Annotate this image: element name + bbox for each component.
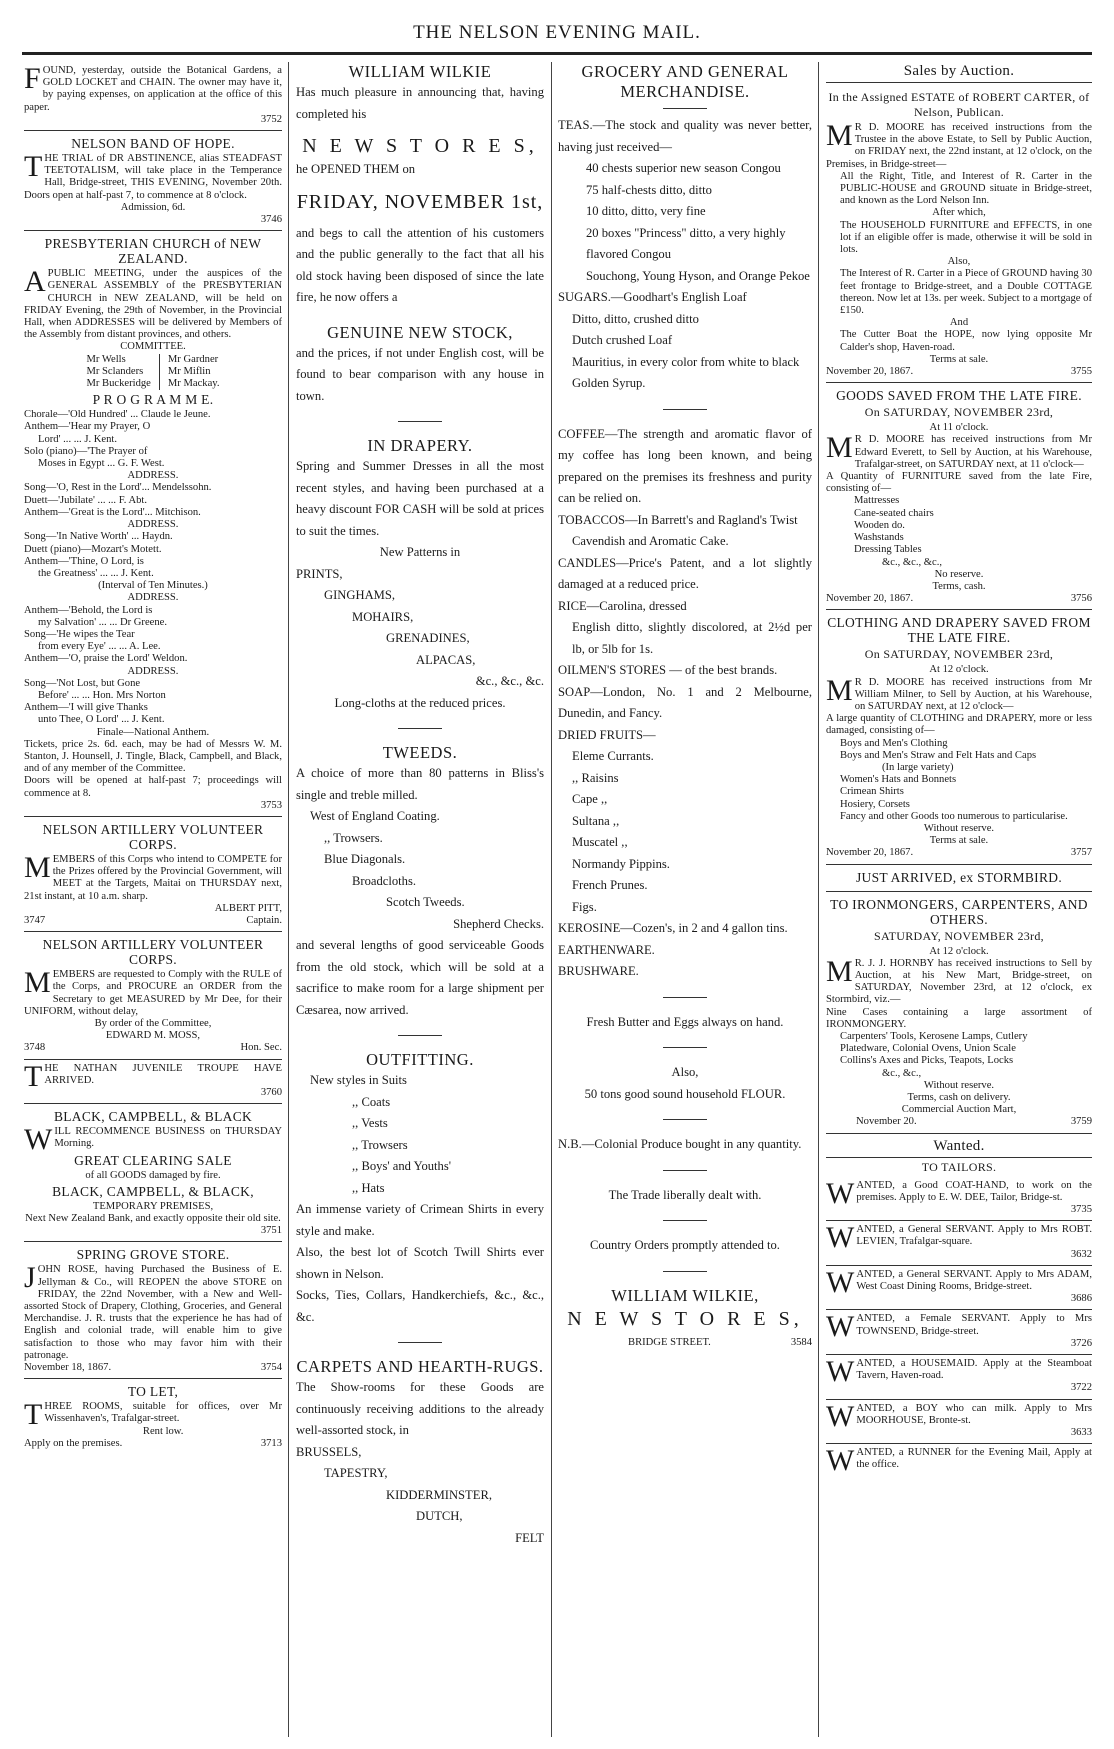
ad-text: Socks, Ties, Collars, Handkerchiefs, &c., &c., &c. (296, 1288, 544, 1324)
ad-number: 3748 (24, 1042, 46, 1054)
ad-text: WANTED, a RUNNER for the Evening Mail, Apply at the office. (826, 1444, 1092, 1478)
premises-address: Next New Zealand Bank, and exactly opposite their old site. (25, 1213, 281, 1225)
ad-text: JOHN ROSE, having Purchased the Business of E. Jellyman & Co., will REOPEN the above STORE on FRIDAY, the 22nd November, with a New and Well-assorted Stock of Drapery, Clothing, Groceries, and General Merchandise. J. R. trusts that the experience he has had of English and colonial trade, will enable him to give satisfaction to those who may favor him with their patronage. (24, 1261, 282, 1361)
tweed-item: Shepherd Checks. (453, 916, 544, 931)
ad-number: 3584 (790, 1336, 812, 1348)
ad-text: THREE ROOMS, suitable for offices, over Mr Wissenhaven's, Trafalgar-street. (24, 1398, 282, 1432)
ad-goods-saved (826, 383, 1092, 610)
programme-item: unto Thee, O Lord' ... J. Kent. (38, 714, 165, 726)
ad-text: DRIED FRUITS— (558, 727, 656, 742)
ad-heading: TO IRONMONGERS, CARPENTERS, AND OTHERS. (830, 896, 1088, 927)
masthead: THE NELSON EVENING MAIL. (413, 22, 701, 43)
programme-item: Duett—'Jubilate' ... ... F. Abt. (24, 494, 148, 506)
ad-artillery-uniform (24, 932, 282, 1059)
ad-number: 3686 (1070, 1293, 1092, 1305)
auction-item: Crimean Shirts (840, 786, 904, 798)
auction-item: Carpenters' Tools, Kerosene Lamps, Cutlery (840, 1030, 1028, 1042)
section-header-auction: Sales by Auction. (826, 64, 1092, 83)
column-2 (296, 62, 544, 1737)
ad-text: he OPENED THEM on (296, 162, 416, 176)
ad-text: TEAS.—The stock and quality was never better, having just received— (558, 118, 812, 154)
ad-text: N.B.—Colonial Produce bought in any quantity. (558, 1137, 802, 1151)
ad-text: Country Orders promptly attended to. (590, 1238, 780, 1252)
ad-heading: GROCERY AND GENERAL MERCHANDISE. (581, 62, 789, 101)
dried-item: Normandy Pippins. (572, 856, 670, 871)
auction-item: Platedware, Colonial Ovens, Union Scale (840, 1043, 1016, 1055)
ad-heading: NELSON ARTILLERY VOLUNTEER CORPS. (42, 821, 264, 852)
ad-juvenile-troupe (24, 1060, 282, 1105)
ad-spring-grove (24, 1242, 282, 1379)
sale-heading: GREAT CLEARING SALE (74, 1152, 232, 1168)
dried-item: Figs. (572, 899, 597, 914)
auction-item: All the Right, Title, and Interest of R. Carter in the PUBLIC-HOUSE and GROUND situate in Bridge-street, and known as the Lord Nelson Inn. (840, 170, 1092, 207)
ad-number: 3755 (1070, 366, 1092, 378)
auction-item: The HOUSEHOLD FURNITURE and EFFECTS, in one lot if an eligible offer is made, otherwise it will be sold in lots. (840, 219, 1092, 256)
outfit-item: ,, Hats (352, 1180, 385, 1195)
programme-item: the Greatness' ... ... J. Kent. (38, 567, 154, 579)
tea-item: 20 boxes "Princess" ditto, a very highly flavored Congou (586, 225, 786, 261)
carpet-item: KIDDERMINSTER, (386, 1487, 492, 1502)
divider (663, 409, 707, 410)
ad-text: MR D. MOORE has received instructions from Mr Edward Everett, to Sell by Auction, at his Warehouse, Trafalgar-street, on SATURDAY next, at 11 o'clock— (826, 431, 1092, 470)
ad-text: 50 tons good sound household FLOUR. (584, 1086, 786, 1101)
ad-number: 3752 (260, 113, 282, 125)
ad-heading: GOODS SAVED FROM THE LATE FIRE. (836, 388, 1082, 404)
programme-item: Anthem—'I will give Thanks (24, 702, 148, 714)
auction-item: The Interest of R. Carter in a Piece of GROUND having 30 feet frontage to Bridge-street, and a Double COTTAGE thereon. Now let at 13s. per week. Subject to a mortgage of £150. (840, 268, 1092, 317)
ad-time: At 11 o'clock. (929, 422, 989, 434)
programme-item: Before' ... ... Hon. Mrs Norton (38, 689, 166, 701)
ad-text: COFFEE—The strength and aromatic flavor of my coffee has long been known, and being prepared on the premises its freshness and purity can be relied on. (558, 426, 812, 505)
interval-note: (Interval of Ten Minutes.) (98, 580, 208, 592)
carpet-item: TAPESTRY, (324, 1466, 388, 1480)
divider (398, 1342, 442, 1343)
date-heading: FRIDAY, NOVEMBER 1st, (296, 190, 544, 213)
divider (398, 1035, 442, 1036)
ad-connector: After which, (932, 207, 986, 219)
ad-heading: NELSON ARTILLERY VOLUNTEER CORPS. (42, 937, 264, 968)
ad-text: THE NATHAN JUVENILE TROUPE HAVE ARRIVED. (24, 1059, 282, 1093)
committee-label: COMMITTEE. (120, 341, 186, 353)
ad-number: 3726 (1070, 1337, 1092, 1349)
programme-item: my Salvation' ... ... Dr Greene. (38, 616, 168, 628)
committee-member: Mr Buckeridge (86, 378, 151, 390)
programme-item: Duett (piano)—Mozart's Motett. (24, 543, 162, 555)
ad-text: WANTED, a General SERVANT. Apply to Mrs ADAM, West Coast Dining Rooms, Bridge-street. (826, 1265, 1092, 1299)
ad-role: Hon. Sec. (240, 1042, 282, 1054)
ad-text: APUBLIC MEETING, under the auspices of the GENERAL ASSEMBLY of the PRESBYTERIAN CHURCH in NEW ZEALAND, will be held on FRIDAY Evening, the 29th of November, in the Provincial Hall, when ADDRESSES will be delivered by Members of the Assembly from distant provinces, and others. (24, 265, 282, 341)
ad-heading: PRESBYTERIAN CHURCH of NEW ZEALAND. (44, 236, 262, 267)
auction-item: Boys and Men's Clothing (840, 737, 948, 749)
committee-list (24, 354, 282, 391)
ad-heading: WILLIAM WILKIE (348, 62, 492, 81)
ad-text: Fresh Butter and Eggs always on hand. (586, 1014, 784, 1029)
ad-text: and the prices, if not under English cost, will be found to bear comparison with any house in town. (296, 345, 544, 403)
tweed-item: Blue Diagonals. (324, 852, 406, 866)
committee-member: Mr Mackay. (167, 378, 220, 390)
ad-date: November 20, 1867. (826, 366, 914, 378)
ad-terms: Terms, cash on delivery. (907, 1092, 1011, 1103)
ad-number: 3759 (1070, 1116, 1092, 1128)
ad-number: 3751 (260, 1225, 282, 1237)
programme-item: Anthem—'O, praise the Lord' Weldon. (24, 653, 188, 665)
ad-number: 3753 (260, 799, 282, 811)
ad-band-of-hope (24, 131, 282, 231)
committee-member: Mr Wells (86, 353, 126, 365)
ad-text: MR D. MOORE has received instructions from Mr William Milner, to Sell by Auction, at his Warehouse, on SATURDAY next, at 12 o'clock— (826, 673, 1092, 712)
carpet-item: FELT (515, 1530, 544, 1545)
ad-admission: Admission, 6d. (120, 201, 186, 213)
ad-wanted (826, 1221, 1092, 1266)
ad-wanted (826, 1444, 1092, 1478)
divider (398, 421, 442, 422)
programme-item: Song—'O, Rest in the Lord'... Mendelssohn. (24, 482, 212, 494)
programme-item: Lord' ... ... J. Kent. (38, 433, 117, 445)
programme-item: Solo (piano)—'The Prayer of (24, 445, 148, 457)
ad-number: 3756 (1070, 593, 1092, 605)
dried-item: Cape ,, (572, 792, 608, 806)
ad-signature: N E W S T O R E S, (567, 1307, 803, 1330)
ad-role: Captain. (246, 914, 282, 926)
committee-member: Mr Gardner (167, 353, 219, 365)
ad-text: and begs to call the attention of his customers and the public generally to the fact that all his old stock having been disposed of since the late fire, he now offers a (296, 225, 544, 304)
ad-number: 3633 (1070, 1427, 1092, 1439)
column-rule (288, 62, 289, 1737)
ad-when: SATURDAY, NOVEMBER 23rd, (874, 928, 1044, 943)
auction-item: Women's Hats and Bonnets (840, 774, 957, 786)
ad-text: New Patterns in (379, 545, 461, 559)
ad-text: An immense variety of Crimean Shirts in every style and make. (296, 1202, 544, 1238)
ad-text: and several lengths of good serviceable Goods from the old stock, which will be sold at a sacrifice to make room for a large shipment per Cæsarea, now arrived. (296, 938, 544, 1017)
divider (663, 1119, 707, 1120)
drapery-heading: IN DRAPERY. (367, 436, 473, 455)
ad-time: At 12 o'clock. (929, 945, 989, 957)
tea-item: Souchong, Young Hyson, and Orange Pekoe (586, 268, 810, 283)
programme-item: Song—'Not Lost, but Gone (24, 677, 141, 689)
ad-reserve: Without reserve. (923, 822, 995, 834)
ad-text: Also, (671, 1065, 699, 1079)
ad-reserve: No reserve. (934, 568, 984, 580)
ad-number: 3747 (24, 914, 46, 926)
doors-note: Doors will be opened at half-past 7; proceedings will commence at 8. (24, 775, 282, 799)
carpet-item: DUTCH, (416, 1509, 463, 1523)
ad-carter-estate (826, 85, 1092, 383)
outfit-item: ,, Boys' and Youths' (352, 1159, 452, 1173)
carpet-item: BRUSSELS, (296, 1444, 362, 1459)
drapery-item: GRENADINES, (386, 631, 470, 645)
programme-item: Anthem—'Great is the Lord'... Mitchison. (24, 506, 201, 518)
ad-heading: CLOTHING AND DRAPERY SAVED FROM THE LATE FIRE. (827, 615, 1091, 646)
divider (663, 108, 707, 109)
column-3 (558, 62, 812, 1737)
programme-item: Anthem—'Hear my Prayer, O (24, 421, 151, 433)
ad-date: November 18, 1867. (24, 1362, 112, 1374)
ad-text: TOBACCOS—In Barrett's and Ragland's Twist (558, 512, 798, 527)
drapery-item: &c., &c., &c. (475, 674, 544, 688)
column-1 (24, 62, 282, 1737)
ad-when: On SATURDAY, NOVEMBER 23rd, (864, 405, 1054, 420)
programme-item: Anthem—'Thine, O Lord, is (24, 555, 144, 567)
ad-order: By order of the Committee, (94, 1018, 212, 1029)
ad-text: MEMBERS of this Corps who intend to COMPETE for the Prizes offered by the Provincial Government, will MEET at the Targets, Maitai on THURSDAY next, 21st instant, at 10 a.m. sharp. (24, 850, 282, 902)
ad-terms: Terms at sale. (929, 353, 989, 365)
ad-text: A Quantity of FURNITURE saved from the late Fire, consisting of— (826, 471, 1092, 495)
drapery-item: GINGHAMS, (324, 588, 396, 602)
ad-number: 3632 (1070, 1248, 1092, 1260)
ad-connector: Also, (947, 256, 971, 268)
auction-item: Cane-seated chairs (854, 507, 934, 519)
ad-signer: EDWARD M. MOSS, (105, 1030, 201, 1042)
outfitting-heading: OUTFITTING. (366, 1050, 474, 1069)
ad-signature: WILLIAM WILKIE, (611, 1285, 759, 1305)
ad-wanted (826, 1310, 1092, 1355)
ad-number: 3735 (1070, 1204, 1092, 1216)
ad-number: 3757 (1070, 847, 1092, 859)
tea-item: 40 chests superior new season Congou (586, 161, 781, 175)
programme-item: Song—'In Native Worth' ... Haydn. (24, 531, 173, 543)
column-rule (818, 62, 819, 1737)
committee-member: Mr Sclanders (86, 365, 144, 377)
ad-wanted (826, 1355, 1092, 1400)
ad-number: 3760 (260, 1087, 282, 1099)
auction-item: Wooden do. (854, 519, 905, 531)
ad-heading: BLACK, CAMPBELL, & BLACK, (52, 1183, 254, 1199)
masthead-rule (22, 52, 1092, 55)
ad-number: 3713 (260, 1437, 282, 1449)
ad-text: Long-cloths at the reduced prices. (334, 695, 506, 710)
ad-text: New styles in Suits (310, 1073, 407, 1087)
ad-heading: NELSON BAND OF HOPE. (71, 136, 235, 152)
auction-item: Collins's Axes and Picks, Teapots, Locks (840, 1055, 1014, 1067)
ad-presbyterian-church (24, 231, 282, 817)
ad-text: The Show-rooms for these Goods are continuously receiving additions to the already well-assorted stock, in (296, 1380, 544, 1437)
ad-to-let (24, 1379, 282, 1454)
column-rule (551, 62, 552, 1737)
ad-terms: Terms at sale. (929, 835, 989, 847)
ad-text: WANTED, a HOUSEMAID. Apply at the Steamboat Tavern, Haven-road. (826, 1355, 1092, 1389)
programme-item: Song—'He wipes the Tear (24, 628, 135, 640)
outfit-item: ,, Coats (352, 1094, 391, 1109)
ad-heading: In the Assigned ESTATE of ROBERT CARTER, of Nelson, Publican. (828, 90, 1090, 119)
ad-text: KEROSINE—Cozen's, in 2 and 4 gallon tins. (558, 921, 788, 935)
ad-heading: TO LET, (127, 1384, 179, 1400)
ad-mart: Commercial Auction Mart, (901, 1104, 1017, 1116)
programme-heading: P R O G R A M M E. (92, 392, 214, 408)
ad-text: SUGARS.—Goodhart's English Loaf (558, 290, 747, 304)
outfit-item: ,, Trowsers (352, 1137, 408, 1152)
column-4 (826, 62, 1092, 1737)
ad-terms: Terms, cash. (932, 580, 986, 592)
ad-date: November 20, 1867. (826, 593, 914, 605)
ad-text: MR. J. J. HORNBY has received instructions to Sell by Auction, at his New Mart, Bridge-street, on SATURDAY, November 23rd, at 12 o'clock, ex Stormbird, viz.— (826, 954, 1092, 1006)
dried-item: Eleme Currants. (572, 749, 654, 763)
genuine-stock-heading: GENUINE NEW STOCK, (327, 322, 513, 342)
ad-text: EARTHENWARE. (558, 942, 655, 957)
section-header-wanted: Wanted. (826, 1136, 1092, 1158)
ad-text: MR D. MOORE has received instructions from the Trustee in the above Estate, to Sell by Public Auction, on FRIDAY next, the 22nd instant, at 12 o'clock, on the Premises, in Bridge-street— (826, 119, 1092, 170)
tickets-note: Tickets, price 2s. 6d. each, may be had of Messrs W. M. Stanton, J. Hounsell, J. Tingle, Black, Campbell, and Black, and of any member of the Committee. (24, 738, 282, 775)
programme-item: from every Eye' ... ... A. Lee. (38, 641, 161, 653)
divider (663, 1170, 707, 1171)
ad-connector: And (949, 317, 969, 329)
divider (663, 1047, 707, 1048)
address-label: ADDRESS. (127, 665, 179, 677)
committee-member: Mr Miflin (167, 365, 211, 377)
drapery-item: PRINTS, (296, 566, 343, 581)
ad-black-campbell (24, 1104, 282, 1242)
ad-text: WANTED, a BOY who can milk. Apply to Mrs MOORHOUSE, Bronte-st. (826, 1399, 1092, 1433)
ad-text: A choice of more than 80 patterns in Bliss's single and treble milled. (296, 766, 544, 802)
auction-item: &c., &c., &c., (882, 556, 943, 568)
ad-text: WILL RECOMMENCE BUSINESS on THURSDAY Morning. (24, 1123, 282, 1157)
ad-text: RICE—Carolina, dressed (558, 598, 687, 613)
ad-date: November 20, 1867. (826, 847, 914, 859)
ad-reserve: Without reserve. (923, 1079, 995, 1091)
sugar-item: Golden Syrup. (572, 376, 646, 390)
auction-item: Dressing Tables (854, 544, 922, 556)
ad-clothing-saved (826, 610, 1092, 864)
auction-item: (In large variety) (882, 761, 954, 773)
premises-label: TEMPORARY PREMISES, (92, 1200, 214, 1212)
ad-apply: Apply on the premises. (24, 1437, 123, 1449)
ad-text: CANDLES—Price's Patent, and a lot slightly damaged at a reduced price. (558, 555, 812, 591)
ad-signer: ALBERT PITT, (214, 902, 282, 914)
address-label: ADDRESS. (127, 519, 179, 531)
auction-item: Fancy and other Goods too numerous to particularise. (840, 810, 1068, 822)
ad-number: 3754 (260, 1362, 282, 1374)
tobacco-item: Cavendish and Aromatic Cake. (572, 534, 729, 548)
ad-street: BRIDGE STREET. (628, 1336, 711, 1348)
ad-ironmongers (826, 892, 1092, 1134)
tweeds-heading: TWEEDS. (382, 743, 458, 762)
ad-text: MEMBERS are requested to Comply with the RULE of the Corps, and PROCURE an ORDER from the Secretary to get MEASURED by Mr Dee, for their UNIFORM, without delay, (24, 966, 282, 1017)
ad-text: THE TRIAL of DR ABSTINENCE, alias STEADFAST TEETOTALISM, will take place in the Temperance Hall, Bridge-street, THIS EVENING, November 20th. Doors open at half-past 7, to commence at 8 o'clock. (24, 150, 282, 201)
ad-heading: TO TAILORS. (921, 1159, 997, 1174)
programme-item: Moses in Egypt ... G. F. West. (38, 458, 165, 470)
sugar-item: Ditto, ditto, crushed ditto (572, 311, 699, 326)
ad-text: SOAP—London, No. 1 and 2 Melbourne, Dunedin, and Fancy. (558, 684, 812, 720)
ad-heading: BLACK, CAMPBELL, & BLACK (53, 1109, 253, 1125)
tweed-item: Scotch Tweeds. (386, 895, 465, 909)
drapery-item: ALPACAS, (416, 652, 476, 667)
dried-item: ,, Raisins (572, 770, 619, 785)
ad-text: Spring and Summer Dresses in all the most recent styles, and having been purchased at a heavy discount FOR CASH will be sold at prices to suit the times. (296, 459, 544, 538)
sugar-item: Mauritius, in every color from white to black (572, 354, 800, 369)
divider (663, 1271, 707, 1272)
ad-number: 3746 (260, 214, 282, 226)
auction-item: Washstands (854, 532, 904, 544)
ad-text: WANTED, a Female SERVANT. Apply to Mrs TOWNSEND, Bridge-street. (826, 1310, 1092, 1344)
auction-item: &c., &c., (882, 1067, 922, 1079)
ad-found-locket (24, 62, 282, 131)
divider (663, 997, 707, 998)
ad-text: WANTED, a Good COAT-HAND, to work on the premises. Apply to E. W. DEE, Tailor, Bridge-st. (826, 1176, 1092, 1210)
ad-text: A large quantity of CLOTHING and DRAPERY, more or less damaged, consisting of— (826, 713, 1092, 737)
new-stores-heading: N E W S T O R E S, (302, 135, 538, 157)
ad-number: 3722 (1070, 1382, 1092, 1394)
programme-item: Chorale—'Old Hundred' ... Claude le Jeune. (24, 409, 211, 421)
programme-item: Anthem—'Behold, the Lord is (24, 604, 153, 616)
sale-sub: of all GOODS damaged by fire. (85, 1169, 221, 1181)
ad-text: Also, the best lot of Scotch Twill Shirts ever shown in Nelson. (296, 1245, 544, 1281)
address-label: ADDRESS. (127, 470, 179, 482)
ad-text: The Trade liberally dealt with. (608, 1187, 762, 1202)
auction-item: The Cutter Boat the HOPE, now lying opposite Mr Calder's shop, Haven-road. (840, 329, 1092, 353)
ad-wanted (826, 1266, 1092, 1311)
divider (663, 1220, 707, 1221)
ad-text: Has much pleasure in announcing that, having completed his (296, 85, 544, 121)
ad-when: On SATURDAY, NOVEMBER 23rd, (864, 647, 1054, 662)
rice-item: English ditto, slightly discolored, at 2½d per lb, or 5lb for 1s. (572, 620, 812, 656)
ad-text: BRUSHWARE. (558, 964, 639, 978)
tea-item: 10 ditto, ditto, very fine (586, 204, 706, 218)
outfit-item: ,, Vests (352, 1116, 388, 1130)
carpets-heading: CARPETS AND HEARTH-RUGS. (296, 1357, 544, 1376)
dried-item: Muscatel ,, (572, 835, 628, 849)
ad-text: OILMEN'S STORES — of the best brands. (558, 663, 778, 677)
ad-rent: Rent low. (142, 1425, 184, 1437)
ad-time: At 12 o'clock. (929, 664, 989, 676)
sugar-item: Dutch crushed Loaf (572, 333, 673, 347)
ad-wanted (826, 1177, 1092, 1222)
programme-item: Finale—National Anthem. (96, 726, 210, 738)
tweed-item: ,, Trowsers. (324, 830, 383, 845)
tweed-item: West of England Coating. (310, 809, 440, 823)
address-label: ADDRESS. (127, 592, 179, 604)
ad-wanted (826, 1400, 1092, 1445)
ad-text: FOUND, yesterday, outside the Botanical Gardens, a GOLD LOCKET and CHAIN. The owner may have it, by paying expenses, on application at the office of this paper. (24, 62, 282, 113)
ad-heading: SPRING GROVE STORE. (76, 1247, 230, 1263)
auction-item: Boys and Men's Straw and Felt Hats and Caps (840, 749, 1037, 761)
drapery-item: MOHAIRS, (352, 609, 414, 624)
ad-heading: JUST ARRIVED, ex STORMBIRD. (855, 869, 1062, 885)
ad-just-arrived (826, 865, 1092, 892)
auction-item: Mattresses (854, 495, 900, 507)
tea-item: 75 half-chests ditto, ditto (586, 182, 712, 197)
auction-item: Hosiery, Corsets (840, 798, 910, 810)
ad-artillery-prizes (24, 817, 282, 932)
dried-item: French Prunes. (572, 878, 648, 892)
ad-text: Nine Cases containing a large assortment of IRONMONGERY. (826, 1006, 1092, 1030)
dried-item: Sultana ,, (572, 813, 620, 828)
tweed-item: Broadcloths. (352, 873, 417, 888)
divider (398, 728, 442, 729)
ad-date: November 20. (856, 1116, 917, 1128)
ad-text: WANTED, a General SERVANT. Apply to Mrs ROBT. LEVIEN, Trafalgar-square. (826, 1221, 1092, 1255)
